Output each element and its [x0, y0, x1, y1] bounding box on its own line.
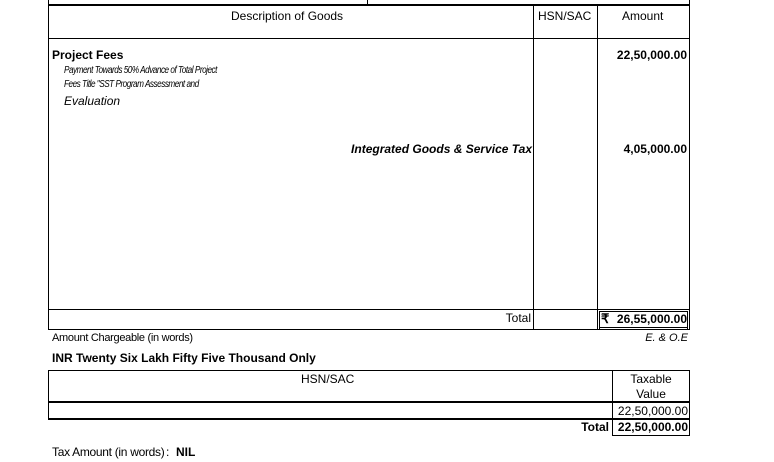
amount-words-value: INR Twenty Six Lakh Fifty Five Thousand Only — [52, 351, 316, 365]
goods-hsn-left-border — [533, 5, 534, 330]
total-currency-symbol: ₹ — [601, 311, 610, 326]
tax-amount: 4,05,000.00 — [623, 142, 687, 156]
hsn-header-taxable-line2: Value — [636, 387, 666, 401]
amount-words-label: Amount Chargeable (in words) — [52, 332, 193, 344]
goods-header-bottom-border — [48, 38, 689, 39]
hsn-table-top-border — [48, 370, 689, 371]
goods-right-border — [689, 0, 690, 330]
hsn-row-value: 22,50,000.00 — [617, 404, 688, 418]
goods-table-top-border — [48, 4, 689, 6]
hsn-total-value: 22,50,000.00 — [617, 420, 688, 434]
hsn-table-bottom-border — [612, 435, 689, 436]
goods-left-border — [48, 0, 49, 330]
goods-total-top-border — [48, 309, 689, 310]
hsn-table-header-bottom — [48, 401, 689, 403]
total-label: Total — [505, 311, 531, 325]
hsn-table-left-border — [48, 370, 49, 419]
header-hsn-sac: HSN/SAC — [538, 9, 592, 23]
goods-total-bottom-border — [48, 329, 689, 330]
item-amount: 22,50,000.00 — [616, 48, 687, 62]
goods-hsn-right-border — [597, 5, 598, 330]
item-name: Project Fees — [52, 48, 124, 62]
total-amount: 26,55,000.00 — [616, 312, 687, 326]
item-desc-line1: Payment Towards 50% Advance of Total Project — [64, 65, 217, 76]
tax-words-label: Tax Amount (in words) — [52, 445, 165, 459]
header-amount: Amount — [622, 9, 664, 23]
goods-total-amount-bottom-accent — [599, 327, 688, 328]
item-desc-line3: Evaluation — [64, 94, 121, 108]
hsn-table-right-border — [689, 370, 690, 436]
tax-label: Integrated Goods & Service Tax — [351, 142, 532, 156]
header-description: Description of Goods — [231, 9, 344, 23]
hsn-header-taxable-line1: Taxable — [630, 372, 672, 386]
tax-words-separator: : — [166, 445, 170, 459]
hsn-total-label: Total — [581, 420, 609, 434]
eoe-label: E. & O.E — [645, 332, 688, 344]
item-desc-line2: Fees Title "SST Program Assessment and — [64, 79, 199, 90]
tax-words-value: NIL — [176, 445, 196, 459]
goods-table-top-divider — [367, 0, 368, 5]
hsn-header-hsn-sac: HSN/SAC — [301, 372, 355, 386]
